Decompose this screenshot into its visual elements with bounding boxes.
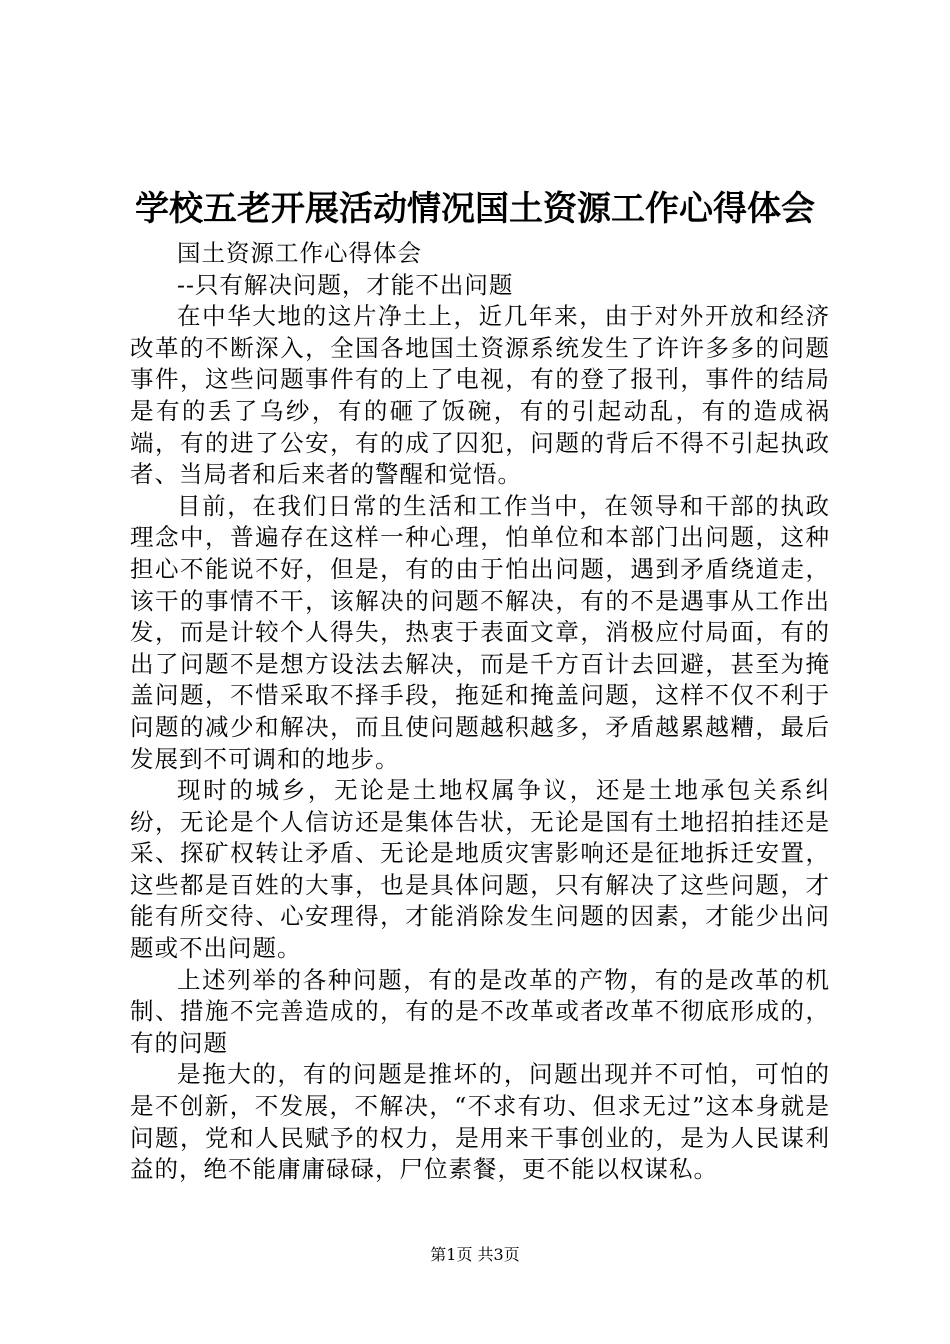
paragraph: 上述列举的各种问题，有的是改革的产物，有的是改革的机制、措施不完善造成的，有的是不改革或者改革不彻底形成的，有的问题 (130, 965, 830, 1057)
paragraph: 目前，在我们日常的生活和工作当中，在领导和干部的执政理念中，普遍存在这样一种心理，怕单位和本部门出问题，这种担心不能说不好，但是，有的由于怕出问题，遇到矛盾绕道走，该干的事情不干，该解决的问题不解决，有的不是遇事从工作出发，而是计较个人得失，热衷于表面文章，消极应付局面，有的出了问题不是想方设法去解决，而是千方百计去回避，甚至为掩盖问题，不惜采取不择手段，拖延和掩盖问题，这样不仅不利于问题的减少和解决，而且使问题越积越多，矛盾越累越糟，最后发展到不可调和的地步。 (130, 491, 830, 773)
subtitle: 国土资源工作心得体会 (177, 239, 422, 267)
paragraph: 在中华大地的这片净土上，近几年来，由于对外开放和经济改革的不断深入，全国各地国土资源系统发生了许许多多的问题事件，这些问题事件有的上了电视，有的登了报刊，事件的结局是有的丢了乌纱，有的砸了饭碗，有的引起动乱，有的造成祸端，有的进了公安，有的成了囚犯，问题的背后不得不引起执政者、当局者和后来者的警醒和觉悟。 (130, 302, 830, 489)
page-footer: 第1页 共3页 (430, 1245, 520, 1264)
subtitle-motto: --只有解决问题，才能不出问题 (177, 270, 514, 299)
document-title: 学校五老开展活动情况国土资源工作心得体会 (135, 189, 815, 229)
paragraph: 现时的城乡，无论是土地权属争议，还是土地承包关系纠纷，无论是个人信访还是集体告状，无论是国有土地招拍挂还是采、探矿权转让矛盾、无论是地质灾害影响还是征地拆迁安置，这些都是百姓的大事，也是具体问题，只有解决了这些问题，才能有所交待、心安理得，才能消除发生问题的因素，才能少出问题或不出问题。 (130, 776, 830, 963)
paragraph: 是拖大的，有的问题是推坏的，问题出现并不可怕，可怕的是不创新，不发展，不解决，“不求有功、但求无过”这本身就是问题，党和人民赋予的权力，是用来干事创业的，是为人民谋利益的，绝不能庸庸碌碌，尸位素餐，更不能以权谋私。 (130, 1060, 830, 1184)
document-body (130, 238, 830, 1186)
